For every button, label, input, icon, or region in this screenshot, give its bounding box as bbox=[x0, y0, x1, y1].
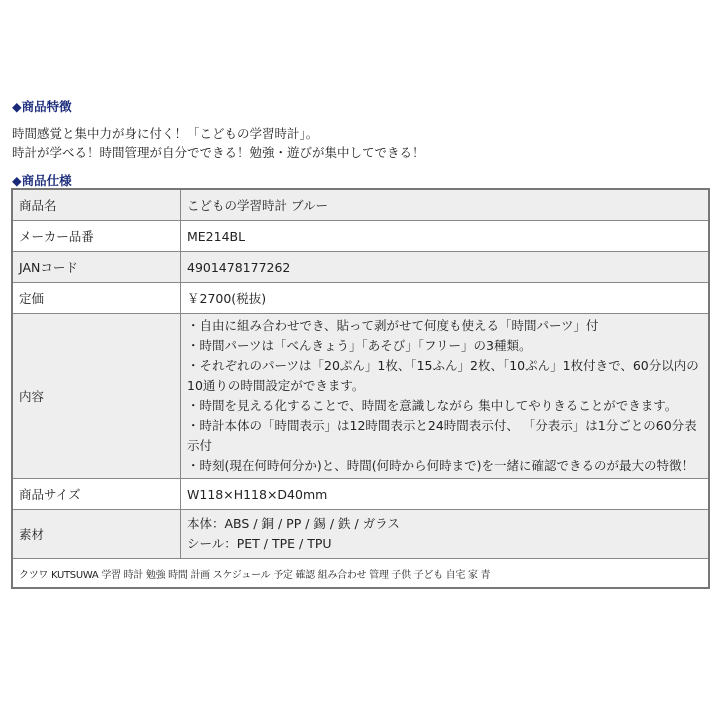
features-heading: ◆商品特徴 bbox=[12, 99, 72, 114]
row-label: メーカー品番 bbox=[12, 221, 181, 252]
specs-heading: ◆商品仕様 bbox=[12, 173, 72, 188]
table-row bbox=[12, 221, 709, 252]
content-line: ・時間を見える化することで、時間を意識しながら 集中してやりきることができます。 bbox=[187, 398, 678, 413]
content-line: ・それぞれのパーツは「20ぷん」1枚、「15ふん」2枚、「10ぷん」1枚付きで、60分以内の10通りの時間設定ができます。 bbox=[187, 358, 699, 393]
content-line: ・時間パーツは「べんきょう」「あそび」「フリー」の3種類。 bbox=[187, 338, 532, 353]
table-row bbox=[12, 314, 709, 479]
row-label: 定価 bbox=[12, 283, 181, 314]
keywords: クツワ KUTSUWA 学習 時計 勉強 時間 計画 スケジュール 予定 確認 組み合わせ 管理 子供 子ども 自宅 家 青 bbox=[12, 559, 709, 589]
row-value: ME214BL bbox=[181, 221, 710, 252]
table-row bbox=[12, 252, 709, 283]
content-line: シール：PET / TPE / TPU bbox=[187, 536, 332, 551]
spec-table bbox=[11, 188, 710, 589]
row-value: W118×H118×D40mm bbox=[181, 479, 710, 510]
row-label: 商品サイズ bbox=[12, 479, 181, 510]
table-row bbox=[12, 479, 709, 510]
row-label: 内容 bbox=[12, 314, 181, 479]
table-row bbox=[12, 189, 709, 221]
table-row bbox=[12, 283, 709, 314]
row-value: こどもの学習時計 ブルー bbox=[181, 189, 710, 221]
content-line: ・時計本体の「時間表示」は12時間表示と24時間表示付、 「分表示」は1分ごとの60分表示付 bbox=[187, 418, 697, 453]
row-label: 素材 bbox=[12, 510, 181, 559]
row-value: 4901478177262 bbox=[181, 252, 710, 283]
features-text bbox=[12, 124, 425, 162]
content-line: ・自由に組み合わせでき、貼って剥がせて何度も使える「時間パーツ」付 bbox=[187, 318, 599, 333]
features-line: 時間感覚と集中力が身に付く！「こどもの学習時計」。 bbox=[12, 126, 319, 141]
content-line: ・時刻(現在何時何分か)と、時間(何時から何時まで)を一緒に確認できるのが最大の特徴！ bbox=[187, 458, 695, 473]
content-line: 本体：ABS / 銅 / PP / 錫 / 鉄 / ガラス bbox=[187, 516, 400, 531]
table-row bbox=[12, 510, 709, 559]
features-line: 時計が学べる！時間管理が自分でできる！勉強・遊びが集中してできる！ bbox=[12, 145, 425, 160]
keywords-row bbox=[12, 559, 709, 589]
row-value: ￥2700(税抜) bbox=[181, 283, 710, 314]
row-value bbox=[181, 314, 710, 479]
row-label: JANコード bbox=[12, 252, 181, 283]
row-value bbox=[181, 510, 710, 559]
row-label: 商品名 bbox=[12, 189, 181, 221]
